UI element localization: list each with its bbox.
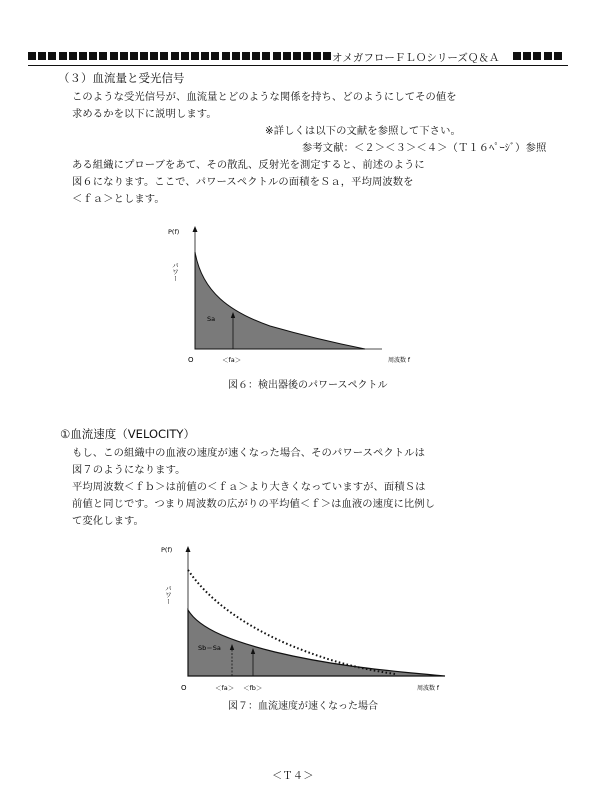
figure6-graph [170,222,430,372]
header-square [150,52,158,60]
header-square [211,52,219,60]
header-square [110,52,118,60]
subsection-line1: もし、この組織中の血液の速度が速くなった場合、そのパワースペクトルは [72,447,425,459]
header-square [252,52,260,60]
figure6-caption: 図６：検出器後のパワースペクトル [228,380,388,391]
header-square [313,52,321,60]
figure7-y-label: P(f) [161,546,173,554]
paragraph1-line1: このような受光信号が、血流量とどのような関係を持ち、どのようにしてその値を [72,91,457,103]
section-heading: （３）血流量と受光信号 [58,71,185,85]
subsection-heading: ①血流速度（VELOCITY） [60,427,195,441]
figure7-mean-label-b: ＜fb＞ [243,684,263,692]
header-square [28,52,36,60]
header-square [523,52,531,60]
figure6-origin: O [188,356,194,364]
figure7-spectrum-area [188,610,445,676]
figure6-mean-label: ＜fa＞ [222,356,242,364]
header-square [59,52,67,60]
header-square [262,52,270,60]
header-square [533,52,541,60]
figure7-x-label: 周波数 f [417,685,440,692]
figure6-y-label: P(f) [168,228,180,236]
header-square [242,52,250,60]
header-square [293,52,301,60]
header-square [89,52,97,60]
header-square [79,52,87,60]
reference-note: ※詳しくは以下の文献を参照して下さい。 [265,125,461,137]
header-square [554,52,562,60]
header-square [273,52,281,60]
header-square [99,52,107,60]
header-square [513,52,521,60]
header-band [28,51,568,65]
figure7-mean-label-a: ＜fa＞ [215,684,235,692]
page-number: ＜Ｔ４＞ [272,770,314,782]
header-square [283,52,291,60]
figure6-y-name: パワー [171,262,179,282]
paragraph1-line2: 求めるかを以下に説明します。 [72,108,217,120]
header-square [48,52,56,60]
header-square [38,52,46,60]
header-squares-left [28,52,330,62]
figure7-origin: O [181,684,187,692]
figure7-graph [155,540,445,698]
figure6-x-label: 周波数 f [388,357,411,364]
header-square [171,52,179,60]
paragraph2-line2: 図６になります。ここで、パワースペクトルの面積をＳａ，平均周波数を [72,176,414,188]
header-square [201,52,209,60]
header-square [222,52,230,60]
header-square [191,52,199,60]
header-square [232,52,240,60]
figure7-y-name: パワー [164,585,172,605]
figure7-area-label: Sb＝Sa [198,644,221,652]
figure6-spectrum-area [195,252,365,349]
header-square [140,52,148,60]
reference-list: 参考文献：＜２＞＜３＞＜４＞（Ｔ１６ﾍﾟｰｼﾞ）参照 [302,142,547,154]
header-square [303,52,311,60]
header-square [120,52,128,60]
subsection-line3: 平均周波数＜ｆｂ＞は前値の＜ｆａ＞より大きくなっていますが、面積Ｓは [72,481,426,493]
paragraph2-line3: ＜ｆａ＞とします。 [72,193,165,205]
figure7-caption: 図７：血流速度が速くなった場合 [228,701,378,712]
subsection-line4: 前値と同じです。つまり周波数の広がりの平均値＜ｆ＞は血液の速度に比例し [72,498,436,510]
figure7-y-arrowhead [186,546,191,552]
header-square [181,52,189,60]
header-rule [28,65,568,66]
paragraph2-line1: ある組織にプローブをあて、その散乱、反射光を測定すると、前述のように [72,159,425,171]
header-title: オメガフローＦＬＯシリーズＱ＆Ａ [332,52,500,64]
header-squares-right [513,52,568,62]
header-square [160,52,168,60]
header-square [69,52,77,60]
figure6-y-arrowhead [193,226,198,232]
figure6-area-label: Sa [207,315,216,323]
header-square [323,52,331,60]
header-square [130,52,138,60]
subsection-line2: 図７のようになります。 [72,464,186,476]
subsection-line5: て変化します。 [72,515,144,527]
header-square [544,52,552,60]
